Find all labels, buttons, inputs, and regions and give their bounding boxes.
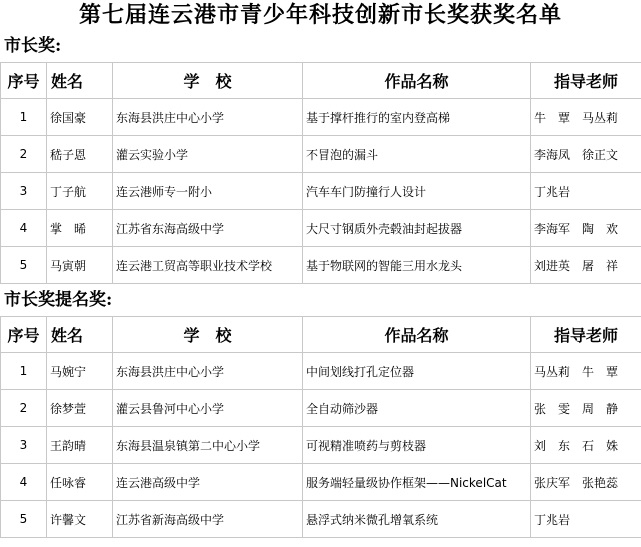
row-teacher: 李海凤 徐正文 — [531, 136, 641, 173]
section-heading-mayor-award: 市长奖: — [4, 36, 62, 56]
nomination-award-table — [0, 316, 641, 538]
section-heading-nomination-award: 市长奖提名奖: — [4, 290, 113, 310]
row-school: 江苏省新海高级中学 — [113, 501, 303, 538]
table-row — [1, 353, 641, 390]
table-row — [1, 99, 641, 136]
row-name: 徐梦萱 — [47, 390, 113, 427]
row-no: 1 — [1, 99, 47, 136]
row-work: 全自动筛沙器 — [303, 390, 531, 427]
table-row — [1, 501, 641, 538]
header-school: 学 校 — [113, 317, 303, 353]
table-row — [1, 464, 641, 501]
row-name: 任咏睿 — [47, 464, 113, 501]
table-row — [1, 210, 641, 247]
row-work: 基于撑杆推行的室内登高梯 — [303, 99, 531, 136]
header-work: 作品名称 — [303, 63, 531, 99]
row-no: 1 — [1, 353, 47, 390]
row-teacher: 张庆军 张艳蕊 — [531, 464, 641, 501]
table-row — [1, 136, 641, 173]
row-work: 中间划线打孔定位器 — [303, 353, 531, 390]
row-name: 徐国豪 — [47, 99, 113, 136]
header-work: 作品名称 — [303, 317, 531, 353]
row-teacher: 牛 覃 马丛莉 — [531, 99, 641, 136]
row-work: 服务端轻量级协作框架——NickelCat — [303, 464, 531, 501]
row-work: 悬浮式纳米微孔增氧系统 — [303, 501, 531, 538]
row-school: 灌云实验小学 — [113, 136, 303, 173]
table-row — [1, 173, 641, 210]
row-teacher: 丁兆岩 — [531, 501, 641, 538]
row-no: 5 — [1, 501, 47, 538]
table-header-row — [1, 317, 641, 353]
row-name: 王韵晴 — [47, 427, 113, 464]
row-school: 连云港师专一附小 — [113, 173, 303, 210]
row-school: 东海县温泉镇第二中心小学 — [113, 427, 303, 464]
header-no: 序号 — [1, 63, 47, 99]
row-no: 2 — [1, 136, 47, 173]
header-name: 姓名 — [47, 317, 113, 353]
header-teacher: 指导老师 — [531, 63, 641, 99]
table-header-row — [1, 63, 641, 99]
row-work: 大尺寸钢质外壳毂油封起拔器 — [303, 210, 531, 247]
row-school: 东海县洪庄中心小学 — [113, 99, 303, 136]
row-school: 灌云县鲁河中心小学 — [113, 390, 303, 427]
row-teacher: 马丛莉 牛 覃 — [531, 353, 641, 390]
row-name: 马婉宁 — [47, 353, 113, 390]
row-school: 东海县洪庄中心小学 — [113, 353, 303, 390]
header-no: 序号 — [1, 317, 47, 353]
row-teacher: 刘进英 屠 祥 — [531, 247, 641, 284]
table-row — [1, 427, 641, 464]
row-name: 丁子航 — [47, 173, 113, 210]
row-no: 2 — [1, 390, 47, 427]
row-name: 嵇子恩 — [47, 136, 113, 173]
row-name: 马寅朝 — [47, 247, 113, 284]
row-work: 汽车车门防撞行人设计 — [303, 173, 531, 210]
row-work: 基于物联网的智能三用水龙头 — [303, 247, 531, 284]
row-school: 连云港高级中学 — [113, 464, 303, 501]
row-work: 不冒泡的漏斗 — [303, 136, 531, 173]
page-title: 第七届连云港市青少年科技创新市长奖获奖名单 — [78, 2, 562, 28]
header-school: 学 校 — [113, 63, 303, 99]
table-row — [1, 390, 641, 427]
row-school: 连云港工贸高等职业技术学校 — [113, 247, 303, 284]
row-teacher: 丁兆岩 — [531, 173, 641, 210]
row-work: 可视精准喷药与剪枝器 — [303, 427, 531, 464]
row-no: 5 — [1, 247, 47, 284]
mayor-award-table — [0, 62, 641, 284]
row-teacher: 李海军 陶 欢 — [531, 210, 641, 247]
row-no: 4 — [1, 210, 47, 247]
row-no: 4 — [1, 464, 47, 501]
row-name: 许馨文 — [47, 501, 113, 538]
table-row — [1, 247, 641, 284]
header-name: 姓名 — [47, 63, 113, 99]
row-teacher: 刘 东 石 姝 — [531, 427, 641, 464]
row-no: 3 — [1, 173, 47, 210]
row-name: 掌 晞 — [47, 210, 113, 247]
row-school: 江苏省东海高级中学 — [113, 210, 303, 247]
row-no: 3 — [1, 427, 47, 464]
row-teacher: 张 雯 周 静 — [531, 390, 641, 427]
header-teacher: 指导老师 — [531, 317, 641, 353]
